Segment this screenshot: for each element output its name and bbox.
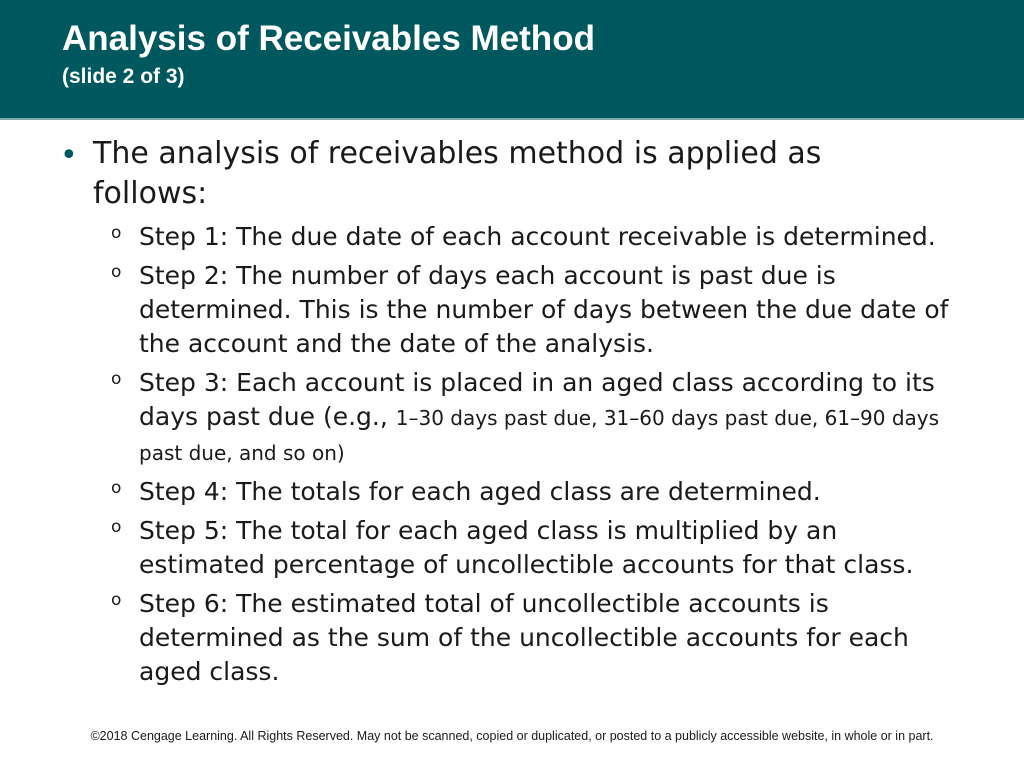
copyright-footer: ©2018 Cengage Learning. All Rights Reserved. May not be scanned, copied or duplicated, or posted to a publicly accessible website, in whole or in part. [90,729,934,743]
slide-header [0,0,1024,120]
step-text: Step 4: The totals for each aged class are determined. [139,477,821,506]
step-item [0,587,969,689]
bullet-icon: • [60,138,78,173]
step-text: Step 5: The total for each aged class is multiplied by an estimated percentage of uncollectible accounts for that class. [139,516,914,579]
slide-subtitle: (slide 2 of 3) [62,65,185,88]
step-item [0,475,969,509]
sub-bullet-icon: o [111,262,122,282]
step-item [0,366,969,470]
sub-bullet-icon: o [111,590,122,610]
step-text: Step 6: The estimated total of uncollectible accounts is determined as the sum of the uncollectible accounts for each aged class. [139,589,909,686]
step-item [0,220,969,254]
sub-bullet-icon: o [111,223,122,243]
step-text: Step 2: The number of days each account is past due is determined. This is the number of days between the due date of the account and the date of the analysis. [139,261,949,358]
sub-bullet-icon: o [111,478,122,498]
sub-bullet-icon: o [111,369,122,389]
steps-list [0,220,1024,689]
step-text-small: 1–30 days past due, 31–60 days past due, 61–90 days past due, and so on) [139,406,940,465]
main-bullet-text: The analysis of receivables method is applied as follows: [93,136,822,211]
main-bullet-point [0,134,883,214]
step-item [0,259,969,361]
step-text: Step 3: Each account is placed in an aged class according to its days past due (e.g., [139,368,935,431]
step-text: Step 1: The due date of each account receivable is determined. [139,222,936,251]
step-item [0,514,969,582]
slide-title: Analysis of Receivables Method [62,19,595,58]
sub-bullet-icon: o [111,517,122,537]
slide-body [0,134,1024,694]
